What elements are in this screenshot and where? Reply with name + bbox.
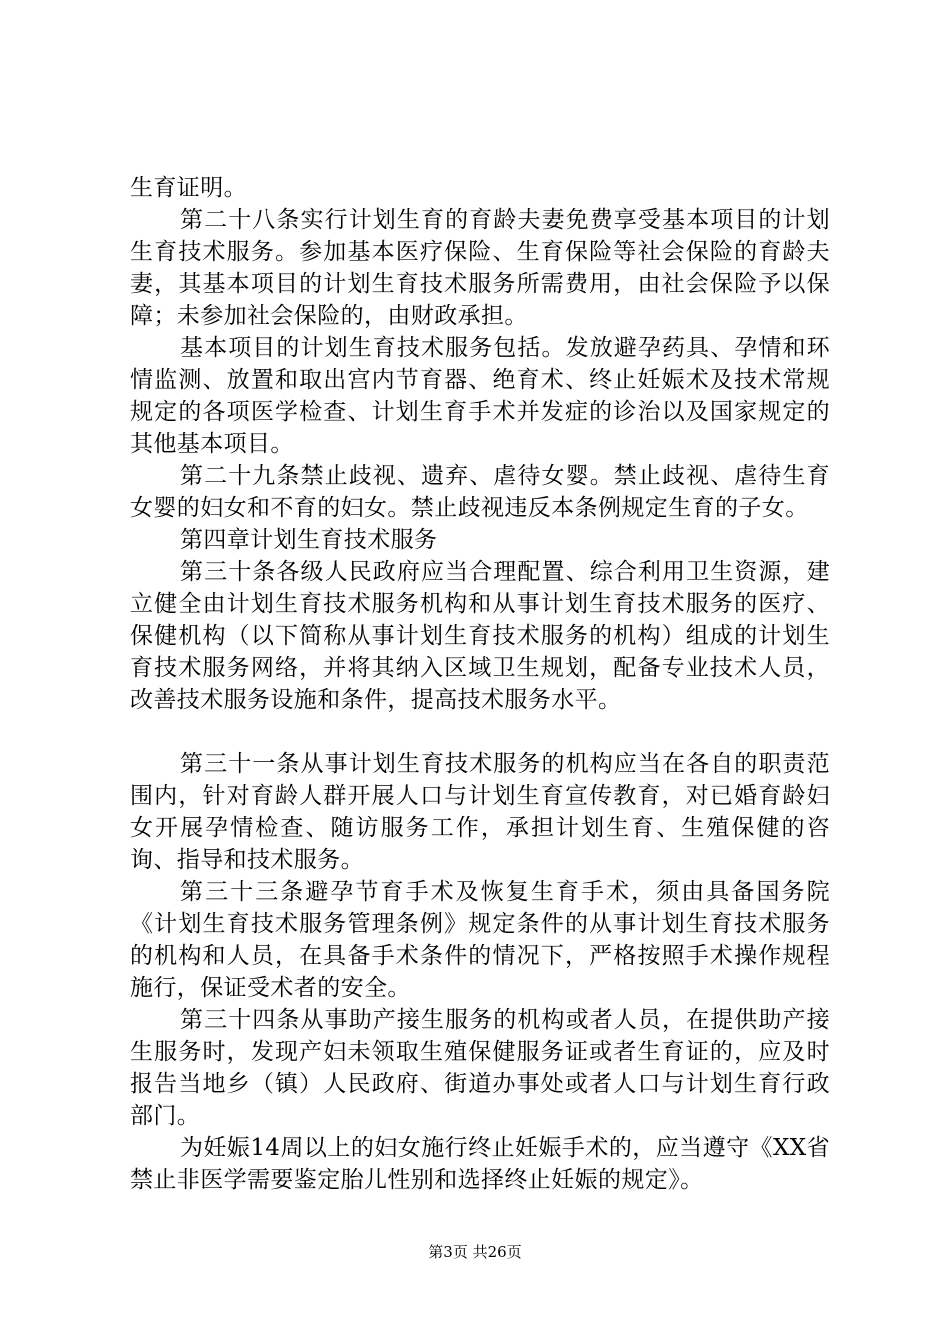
paragraph: 第三十三条避孕节育手术及恢复生育手术，须由具备国务院《计划生育技术服务管理条例》规定条件的从事计划生育技术服务的机构和人员，在具备手术条件的情况下，严格按照手术操作规程施行，保证受术者的安全。 bbox=[130, 879, 830, 1001]
document-body bbox=[130, 172, 830, 1196]
paragraph: 第三十条各级人民政府应当合理配置、综合利用卫生资源，建立健全由计划生育技术服务机构和从事计划生育技术服务的医疗、保健机构（以下简称从事计划生育技术服务的机构）组成的计划生育技术服务网络，并将其纳入区域卫生规划，配备专业技术人员，改善技术服务设施和条件，提高技术服务水平。 bbox=[130, 559, 830, 713]
paragraph: 第二十九条禁止歧视、遗弃、虐待女婴。禁止歧视、虐待生育女婴的妇女和不育的妇女。禁止歧视违反本条例规定生育的子女。 bbox=[130, 463, 830, 521]
blank-line bbox=[130, 716, 830, 748]
paragraph: 第二十八条实行计划生育的育龄夫妻免费享受基本项目的计划生育技术服务。参加基本医疗保险、生育保险等社会保险的育龄夫妻，其基本项目的计划生育技术服务所需费用，由社会保险予以保障；未参加社会保险的，由财政承担。 bbox=[130, 207, 830, 329]
paragraph: 基本项目的计划生育技术服务包括。发放避孕药具、孕情和环情监测、放置和取出宫内节育器、绝育术、终止妊娠术及技术常规规定的各项医学检查、计划生育手术并发症的诊治以及国家规定的其他基本项目。 bbox=[130, 335, 830, 457]
paragraph: 第三十四条从事助产接生服务的机构或者人员，在提供助产接生服务时，发现产妇未领取生殖保健服务证或者生育证的，应及时报告当地乡（镇）人民政府、街道办事处或者人口与计划生育行政部门。 bbox=[130, 1007, 830, 1129]
page-number-footer: 第3页 共26页 bbox=[428, 1243, 522, 1261]
paragraph: 为妊娠14周以上的妇女施行终止妊娠手术的，应当遵守《XX省禁止非医学需要鉴定胎儿性别和选择终止妊娠的规定》。 bbox=[130, 1135, 830, 1193]
chapter-heading: 第四章计划生育技术服务 bbox=[180, 527, 438, 553]
paragraph: 第三十一条从事计划生育技术服务的机构应当在各自的职责范围内，针对育龄人群开展人口与计划生育宣传教育，对已婚育龄妇女开展孕情检查、随访服务工作，承担计划生育、生殖保健的咨询、指导和技术服务。 bbox=[130, 751, 830, 873]
paragraph: 生育证明。 bbox=[130, 175, 247, 201]
